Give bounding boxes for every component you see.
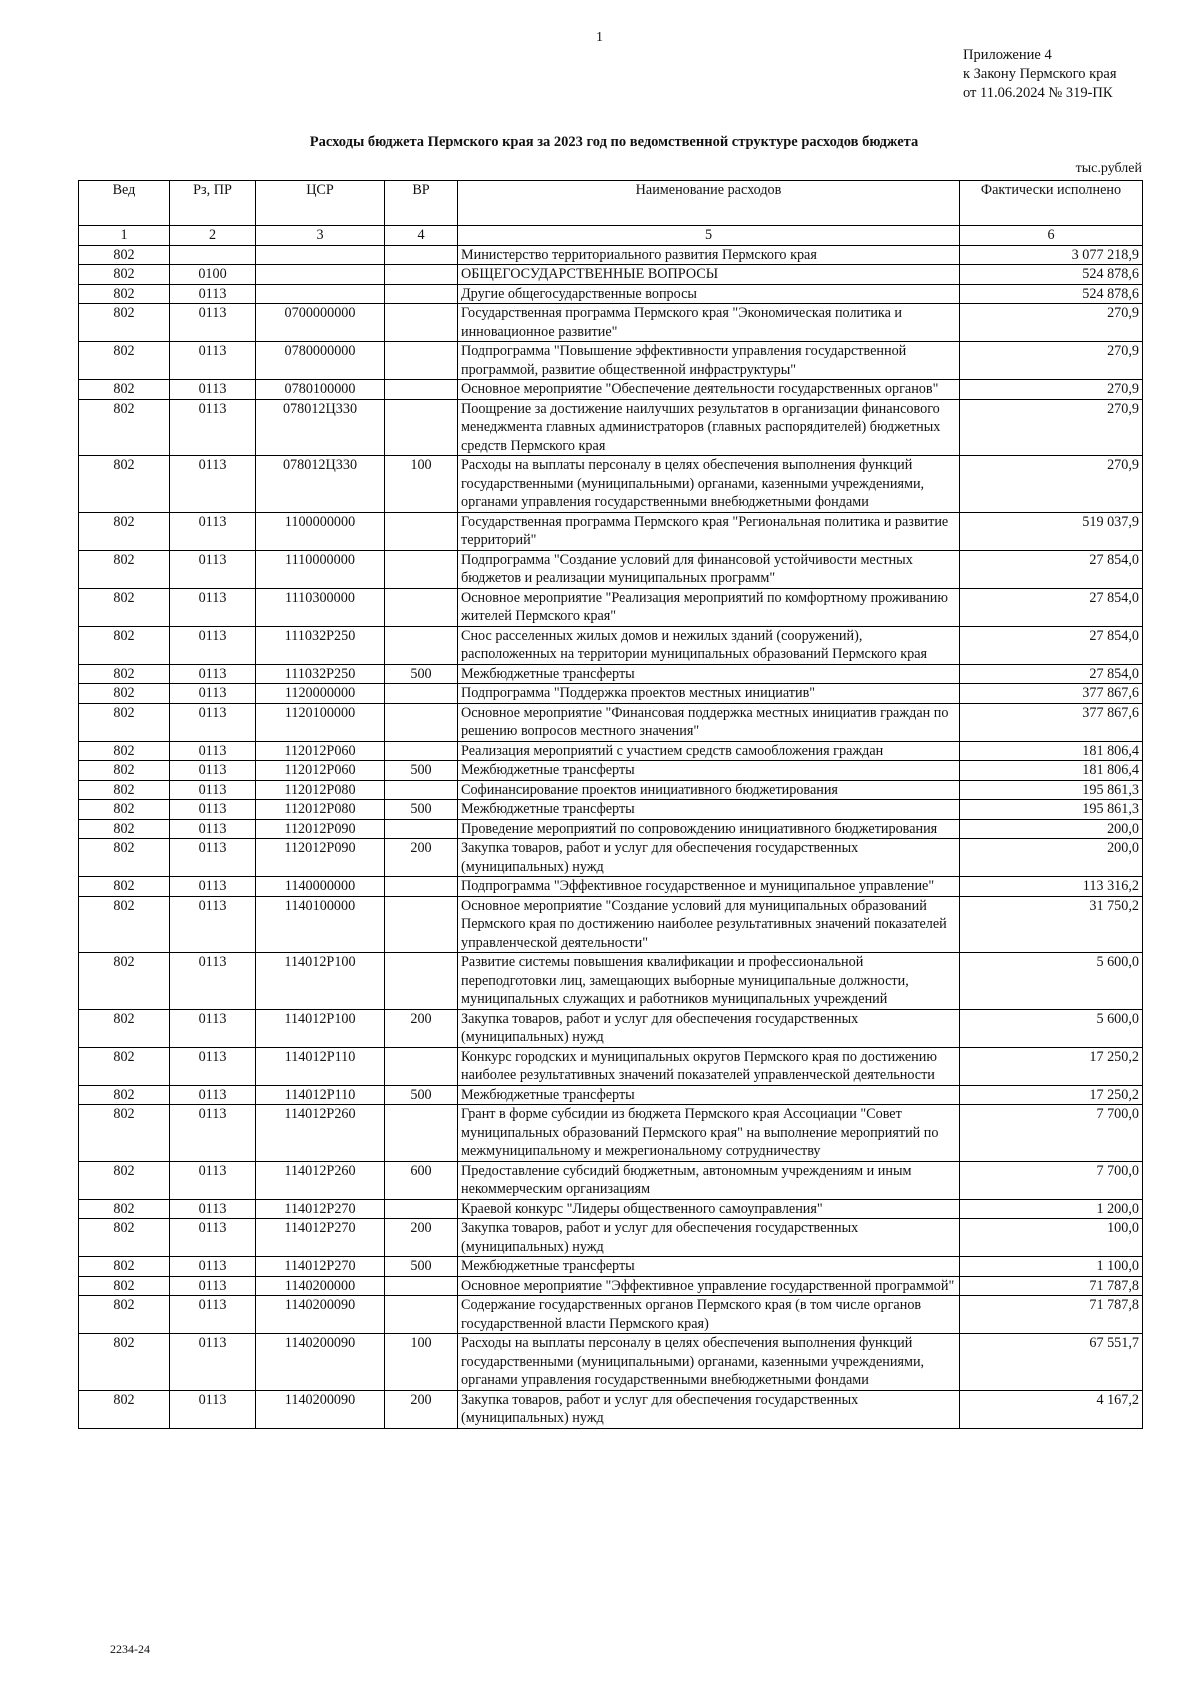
page-number: 1	[596, 30, 603, 45]
cell-rzpr: 0113	[170, 626, 256, 664]
table-row	[79, 626, 1143, 664]
cell-rzpr: 0113	[170, 1161, 256, 1199]
cell-rzpr: 0113	[170, 800, 256, 820]
cell-rzpr: 0113	[170, 1085, 256, 1105]
cell-vr: 200	[385, 1219, 458, 1257]
column-number: 1	[79, 226, 170, 246]
cell-csr: 114012P270	[256, 1199, 385, 1219]
table-row	[79, 1105, 1143, 1162]
cell-name: Основное мероприятие "Обеспечение деятельности государственных органов"	[458, 380, 960, 400]
header-row	[79, 181, 1143, 226]
footer-code: 2234-24	[110, 1642, 150, 1656]
cell-name: Краевой конкурс "Лидеры общественного самоуправления"	[458, 1199, 960, 1219]
appendix-line: к Закону Пермского края	[963, 66, 1117, 82]
cell-amount: 1 100,0	[960, 1257, 1143, 1277]
table-row	[79, 1047, 1143, 1085]
cell-amount: 200,0	[960, 839, 1143, 877]
cell-ved: 802	[79, 1047, 170, 1085]
cell-amount: 17 250,2	[960, 1047, 1143, 1085]
cell-ved: 802	[79, 839, 170, 877]
cell-csr: 1140100000	[256, 896, 385, 953]
cell-ved: 802	[79, 1390, 170, 1428]
cell-amount: 5 600,0	[960, 1009, 1143, 1047]
cell-csr: 112012P090	[256, 839, 385, 877]
cell-rzpr: 0113	[170, 1296, 256, 1334]
table-row	[79, 1199, 1143, 1219]
cell-vr: 100	[385, 456, 458, 513]
cell-vr	[385, 819, 458, 839]
cell-vr	[385, 703, 458, 741]
cell-csr	[256, 245, 385, 265]
cell-rzpr: 0113	[170, 304, 256, 342]
cell-amount: 100,0	[960, 1219, 1143, 1257]
cell-name: Грант в форме субсидии из бюджета Пермского края Ассоциации "Совет муниципальных образований Пермского края" на выполнение мероприятий по межмуниципальному и межрегиональному сотрудничеству	[458, 1105, 960, 1162]
units-label: тыс.рублей	[1075, 161, 1142, 176]
cell-name: Государственная программа Пермского края "Региональная политика и развитие территорий"	[458, 512, 960, 550]
table-row	[79, 1334, 1143, 1391]
table-row	[79, 684, 1143, 704]
column-number-row	[79, 226, 1143, 246]
cell-csr: 0700000000	[256, 304, 385, 342]
cell-rzpr: 0113	[170, 896, 256, 953]
cell-csr: 111032P250	[256, 664, 385, 684]
cell-rzpr: 0113	[170, 741, 256, 761]
cell-rzpr: 0113	[170, 703, 256, 741]
cell-amount: 4 167,2	[960, 1390, 1143, 1428]
cell-vr	[385, 780, 458, 800]
cell-rzpr: 0113	[170, 1276, 256, 1296]
table-row	[79, 550, 1143, 588]
cell-vr: 500	[385, 800, 458, 820]
cell-vr	[385, 342, 458, 380]
cell-csr: 112012P060	[256, 741, 385, 761]
cell-vr	[385, 741, 458, 761]
cell-ved: 802	[79, 953, 170, 1010]
cell-name: Межбюджетные трансферты	[458, 1085, 960, 1105]
cell-ved: 802	[79, 896, 170, 953]
cell-rzpr: 0100	[170, 265, 256, 285]
header-ved: Вед	[79, 181, 170, 226]
header-amount: Фактически исполнено	[960, 181, 1143, 226]
cell-rzpr: 0113	[170, 588, 256, 626]
cell-amount: 71 787,8	[960, 1296, 1143, 1334]
table-row	[79, 304, 1143, 342]
table-row	[79, 819, 1143, 839]
cell-vr	[385, 953, 458, 1010]
cell-vr	[385, 304, 458, 342]
table-row	[79, 1009, 1143, 1047]
column-number: 6	[960, 226, 1143, 246]
cell-ved: 802	[79, 399, 170, 456]
table-row	[79, 456, 1143, 513]
cell-amount: 67 551,7	[960, 1334, 1143, 1391]
cell-csr: 112012P090	[256, 819, 385, 839]
cell-name: Основное мероприятие "Эффективное управление государственной программой"	[458, 1276, 960, 1296]
cell-ved: 802	[79, 1199, 170, 1219]
cell-vr: 200	[385, 839, 458, 877]
cell-csr: 111032P250	[256, 626, 385, 664]
cell-ved: 802	[79, 550, 170, 588]
cell-ved: 802	[79, 512, 170, 550]
cell-name: ОБЩЕГОСУДАРСТВЕННЫЕ ВОПРОСЫ	[458, 265, 960, 285]
cell-ved: 802	[79, 456, 170, 513]
cell-ved: 802	[79, 684, 170, 704]
cell-name: Межбюджетные трансферты	[458, 800, 960, 820]
cell-ved: 802	[79, 265, 170, 285]
cell-ved: 802	[79, 588, 170, 626]
cell-csr	[256, 265, 385, 285]
cell-name: Содержание государственных органов Пермского края (в том числе органов государственной власти Пермского края)	[458, 1296, 960, 1334]
cell-amount: 27 854,0	[960, 550, 1143, 588]
cell-name: Реализация мероприятий с участием средств самообложения граждан	[458, 741, 960, 761]
cell-vr	[385, 380, 458, 400]
cell-amount: 1 200,0	[960, 1199, 1143, 1219]
cell-ved: 802	[79, 245, 170, 265]
cell-name: Снос расселенных жилых домов и нежилых зданий (сооружений), расположенных на территории муниципальных образований Пермского края	[458, 626, 960, 664]
budget-table	[78, 180, 1143, 1429]
cell-amount: 5 600,0	[960, 953, 1143, 1010]
cell-vr	[385, 684, 458, 704]
cell-amount: 519 037,9	[960, 512, 1143, 550]
cell-rzpr: 0113	[170, 819, 256, 839]
column-number: 5	[458, 226, 960, 246]
cell-vr	[385, 877, 458, 897]
cell-rzpr: 0113	[170, 839, 256, 877]
cell-name: Предоставление субсидий бюджетным, автономным учреждениям и иным некоммерческим организациям	[458, 1161, 960, 1199]
cell-csr: 114012P260	[256, 1161, 385, 1199]
cell-name: Межбюджетные трансферты	[458, 761, 960, 781]
cell-ved: 802	[79, 1219, 170, 1257]
cell-csr: 1140000000	[256, 877, 385, 897]
cell-name: Проведение мероприятий по сопровождению инициативного бюджетирования	[458, 819, 960, 839]
cell-amount: 270,9	[960, 304, 1143, 342]
appendix-note	[963, 46, 1117, 103]
cell-rzpr: 0113	[170, 399, 256, 456]
cell-vr	[385, 1276, 458, 1296]
table-row	[79, 1219, 1143, 1257]
table-row	[79, 1257, 1143, 1277]
header-csr: ЦСР	[256, 181, 385, 226]
cell-name: Основное мероприятие "Создание условий для муниципальных образований Пермского края по достижению наиболее результативных значений показателей управленческой деятельности"	[458, 896, 960, 953]
cell-ved: 802	[79, 1276, 170, 1296]
cell-vr	[385, 1296, 458, 1334]
cell-vr	[385, 1105, 458, 1162]
cell-ved: 802	[79, 1009, 170, 1047]
cell-ved: 802	[79, 1334, 170, 1391]
cell-name: Расходы на выплаты персоналу в целях обеспечения выполнения функций государственными (муниципальными) органами, казенными учреждениями, органами управления государственными внебюджетными фондами	[458, 456, 960, 513]
cell-ved: 802	[79, 1105, 170, 1162]
cell-ved: 802	[79, 877, 170, 897]
table-row	[79, 245, 1143, 265]
cell-vr	[385, 550, 458, 588]
cell-ved: 802	[79, 741, 170, 761]
table-row	[79, 877, 1143, 897]
table-row	[79, 1276, 1143, 1296]
column-number: 4	[385, 226, 458, 246]
cell-ved: 802	[79, 780, 170, 800]
cell-vr	[385, 626, 458, 664]
cell-rzpr: 0113	[170, 342, 256, 380]
cell-name: Подпрограмма "Повышение эффективности управления государственной программой, развитие общественной инфраструктуры"	[458, 342, 960, 380]
cell-name: Закупка товаров, работ и услуг для обеспечения государственных (муниципальных) нужд	[458, 839, 960, 877]
cell-amount: 7 700,0	[960, 1161, 1143, 1199]
cell-rzpr: 0113	[170, 780, 256, 800]
cell-ved: 802	[79, 800, 170, 820]
cell-rzpr: 0113	[170, 1334, 256, 1391]
cell-vr: 600	[385, 1161, 458, 1199]
cell-rzpr: 0113	[170, 1257, 256, 1277]
cell-name: Подпрограмма "Поддержка проектов местных инициатив"	[458, 684, 960, 704]
cell-amount: 71 787,8	[960, 1276, 1143, 1296]
cell-rzpr: 0113	[170, 1390, 256, 1428]
cell-name: Основное мероприятие "Финансовая поддержка местных инициатив граждан по решению вопросов местного значения"	[458, 703, 960, 741]
cell-amount: 3 077 218,9	[960, 245, 1143, 265]
cell-rzpr: 0113	[170, 1219, 256, 1257]
cell-vr: 500	[385, 664, 458, 684]
cell-ved: 802	[79, 819, 170, 839]
cell-amount: 7 700,0	[960, 1105, 1143, 1162]
cell-rzpr: 0113	[170, 550, 256, 588]
table-row	[79, 664, 1143, 684]
cell-csr: 112012P080	[256, 800, 385, 820]
cell-name: Другие общегосударственные вопросы	[458, 284, 960, 304]
cell-amount: 113 316,2	[960, 877, 1143, 897]
cell-ved: 802	[79, 1085, 170, 1105]
table-row	[79, 512, 1143, 550]
cell-vr: 200	[385, 1009, 458, 1047]
cell-name: Основное мероприятие "Реализация мероприятий по комфортному проживанию жителей Пермского края"	[458, 588, 960, 626]
cell-csr: 1110000000	[256, 550, 385, 588]
cell-name: Подпрограмма "Эффективное государственное и муниципальное управление"	[458, 877, 960, 897]
cell-name: Подпрограмма "Создание условий для финансовой устойчивости местных бюджетов и реализации муниципальных программ"	[458, 550, 960, 588]
cell-rzpr: 0113	[170, 512, 256, 550]
cell-vr: 200	[385, 1390, 458, 1428]
cell-csr: 114012P270	[256, 1257, 385, 1277]
cell-ved: 802	[79, 626, 170, 664]
document-title: Расходы бюджета Пермского края за 2023 год по ведомственной структуре расходов бюджета	[309, 134, 919, 150]
cell-ved: 802	[79, 1257, 170, 1277]
cell-csr: 1100000000	[256, 512, 385, 550]
cell-amount: 524 878,6	[960, 284, 1143, 304]
cell-amount: 270,9	[960, 342, 1143, 380]
cell-vr: 500	[385, 761, 458, 781]
cell-amount: 31 750,2	[960, 896, 1143, 953]
cell-csr: 1120100000	[256, 703, 385, 741]
cell-ved: 802	[79, 1296, 170, 1334]
cell-amount: 181 806,4	[960, 761, 1143, 781]
cell-csr: 112012P080	[256, 780, 385, 800]
cell-csr: 114012P260	[256, 1105, 385, 1162]
table-body	[79, 245, 1143, 1428]
table-row	[79, 1390, 1143, 1428]
table-row	[79, 800, 1143, 820]
cell-amount: 377 867,6	[960, 684, 1143, 704]
cell-amount: 27 854,0	[960, 664, 1143, 684]
cell-name: Развитие системы повышения квалификации и профессиональной переподготовки лиц, замещающих выборные муниципальные должности, муниципальных служащих и работников муниципальных учреждений	[458, 953, 960, 1010]
cell-rzpr: 0113	[170, 1105, 256, 1162]
cell-amount: 17 250,2	[960, 1085, 1143, 1105]
table-row	[79, 703, 1143, 741]
cell-rzpr: 0113	[170, 664, 256, 684]
cell-ved: 802	[79, 284, 170, 304]
table-row	[79, 399, 1143, 456]
table-row	[79, 342, 1143, 380]
cell-vr	[385, 896, 458, 953]
cell-csr: 078012Ц330	[256, 399, 385, 456]
cell-csr: 1110300000	[256, 588, 385, 626]
cell-vr	[385, 245, 458, 265]
cell-name: Поощрение за достижение наилучших результатов в организации финансового менеджмента главных администраторов (главных распорядителей) бюджетных средств Пермского края	[458, 399, 960, 456]
cell-vr	[385, 1199, 458, 1219]
table-row	[79, 741, 1143, 761]
cell-csr: 114012P100	[256, 953, 385, 1010]
cell-name: Закупка товаров, работ и услуг для обеспечения государственных (муниципальных) нужд	[458, 1390, 960, 1428]
cell-amount: 200,0	[960, 819, 1143, 839]
cell-csr: 078012Ц330	[256, 456, 385, 513]
cell-rzpr: 0113	[170, 684, 256, 704]
cell-name: Конкурс городских и муниципальных округов Пермского края по достижению наиболее результативных значений показателей управленческой деятельности	[458, 1047, 960, 1085]
cell-rzpr	[170, 245, 256, 265]
cell-ved: 802	[79, 342, 170, 380]
cell-name: Расходы на выплаты персоналу в целях обеспечения выполнения функций государственными (муниципальными) органами, казенными учреждениями, органами управления государственными внебюджетными фондами	[458, 1334, 960, 1391]
table-row	[79, 1296, 1143, 1334]
cell-csr: 1140200090	[256, 1334, 385, 1391]
cell-rzpr: 0113	[170, 761, 256, 781]
header-rzpr: Рз, ПР	[170, 181, 256, 226]
table-row	[79, 761, 1143, 781]
cell-amount: 270,9	[960, 399, 1143, 456]
cell-name: Министерство территориального развития Пермского края	[458, 245, 960, 265]
cell-name: Межбюджетные трансферты	[458, 664, 960, 684]
cell-csr: 1140200090	[256, 1390, 385, 1428]
table-row	[79, 1161, 1143, 1199]
cell-csr: 114012P110	[256, 1085, 385, 1105]
cell-csr: 1120000000	[256, 684, 385, 704]
appendix-line: от 11.06.2024 № 319-ПК	[963, 85, 1113, 101]
cell-vr: 500	[385, 1085, 458, 1105]
cell-ved: 802	[79, 761, 170, 781]
cell-csr: 112012P060	[256, 761, 385, 781]
cell-amount: 195 861,3	[960, 780, 1143, 800]
table-row	[79, 265, 1143, 285]
cell-rzpr: 0113	[170, 877, 256, 897]
cell-vr	[385, 284, 458, 304]
cell-amount: 181 806,4	[960, 741, 1143, 761]
cell-rzpr: 0113	[170, 953, 256, 1010]
cell-amount: 270,9	[960, 380, 1143, 400]
cell-ved: 802	[79, 304, 170, 342]
cell-rzpr: 0113	[170, 1009, 256, 1047]
cell-amount: 524 878,6	[960, 265, 1143, 285]
cell-rzpr: 0113	[170, 380, 256, 400]
table-row	[79, 953, 1143, 1010]
cell-vr	[385, 588, 458, 626]
cell-amount: 27 854,0	[960, 588, 1143, 626]
cell-vr: 100	[385, 1334, 458, 1391]
cell-amount: 195 861,3	[960, 800, 1143, 820]
header-vr: ВР	[385, 181, 458, 226]
cell-rzpr: 0113	[170, 284, 256, 304]
table-row	[79, 380, 1143, 400]
column-number: 2	[170, 226, 256, 246]
cell-csr: 114012P270	[256, 1219, 385, 1257]
cell-ved: 802	[79, 703, 170, 741]
cell-vr	[385, 399, 458, 456]
cell-vr	[385, 1047, 458, 1085]
cell-ved: 802	[79, 664, 170, 684]
column-number: 3	[256, 226, 385, 246]
cell-csr: 1140200090	[256, 1296, 385, 1334]
cell-amount: 270,9	[960, 456, 1143, 513]
table-row	[79, 588, 1143, 626]
cell-amount: 377 867,6	[960, 703, 1143, 741]
cell-csr: 0780100000	[256, 380, 385, 400]
cell-csr: 0780000000	[256, 342, 385, 380]
cell-rzpr: 0113	[170, 456, 256, 513]
cell-csr: 114012P110	[256, 1047, 385, 1085]
cell-vr	[385, 265, 458, 285]
table-row	[79, 284, 1143, 304]
cell-name: Софинансирование проектов инициативного бюджетирования	[458, 780, 960, 800]
cell-csr: 1140200000	[256, 1276, 385, 1296]
cell-csr: 114012P100	[256, 1009, 385, 1047]
header-name: Наименование расходов	[458, 181, 960, 226]
cell-name: Межбюджетные трансферты	[458, 1257, 960, 1277]
table-row	[79, 896, 1143, 953]
table-row	[79, 839, 1143, 877]
cell-rzpr: 0113	[170, 1047, 256, 1085]
cell-name: Государственная программа Пермского края "Экономическая политика и инновационное развитие"	[458, 304, 960, 342]
cell-name: Закупка товаров, работ и услуг для обеспечения государственных (муниципальных) нужд	[458, 1009, 960, 1047]
cell-ved: 802	[79, 380, 170, 400]
cell-ved: 802	[79, 1161, 170, 1199]
cell-vr: 500	[385, 1257, 458, 1277]
cell-rzpr: 0113	[170, 1199, 256, 1219]
cell-vr	[385, 512, 458, 550]
cell-csr	[256, 284, 385, 304]
table-row	[79, 780, 1143, 800]
cell-name: Закупка товаров, работ и услуг для обеспечения государственных (муниципальных) нужд	[458, 1219, 960, 1257]
table-row	[79, 1085, 1143, 1105]
appendix-line: Приложение 4	[963, 47, 1052, 63]
cell-amount: 27 854,0	[960, 626, 1143, 664]
